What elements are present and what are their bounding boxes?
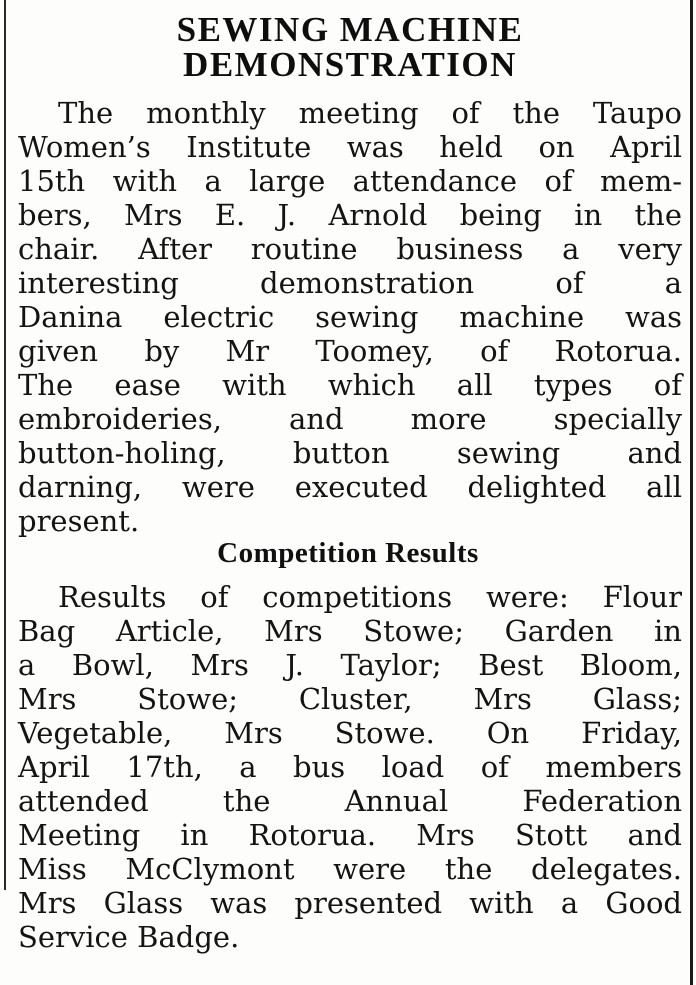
body-line: Meeting in Rotorua. Mrs Stott and [18, 818, 682, 852]
body-line: interesting demonstration of a [18, 266, 682, 300]
column-rule-left [4, 0, 6, 890]
body-line: given by Mr Toomey, of Rotorua. [18, 334, 682, 368]
headline-line-1: SEWING MACHINE [176, 10, 524, 49]
subheading: Competition Results [217, 537, 479, 569]
column-rule-right [690, 0, 693, 985]
body-line: Vegetable, Mrs Stowe. On Friday, [18, 716, 682, 750]
body-line: Service Badge. [18, 920, 240, 954]
body-line: darning, were executed delighted all [18, 470, 682, 504]
body-line: Miss McClymont were the delegates. [18, 852, 682, 886]
body-line: Mrs Glass was presented with a Good [18, 886, 682, 920]
body-line: Mrs Stowe; Cluster, Mrs Glass; [18, 682, 682, 716]
body-line: a Bowl, Mrs J. Taylor; Best Bloom, [18, 648, 682, 682]
body-line: Women’s Institute was held on April [18, 130, 682, 164]
body-line: present. [18, 504, 140, 538]
body-line: Danina electric sewing machine was [18, 300, 682, 334]
body-line: The monthly meeting of the Taupo [58, 96, 682, 130]
body-line: The ease with which all types of [18, 368, 682, 402]
body-line: Bag Article, Mrs Stowe; Garden in [18, 614, 682, 648]
body-line: Results of competitions were: Flour [58, 580, 682, 614]
headline-line-2: DEMONSTRATION [183, 45, 517, 84]
body-line: chair. After routine business a very [18, 232, 682, 266]
body-line: bers, Mrs E. J. Arnold being in the [18, 198, 682, 232]
body-line: embroideries, and more specially [18, 402, 682, 436]
body-line: April 17th, a bus load of members [18, 750, 682, 784]
body-line: attended the Annual Federation [18, 784, 682, 818]
body-line: button-holing, button sewing and [18, 436, 682, 470]
body-line: 15th with a large attendance of mem- [18, 164, 682, 198]
